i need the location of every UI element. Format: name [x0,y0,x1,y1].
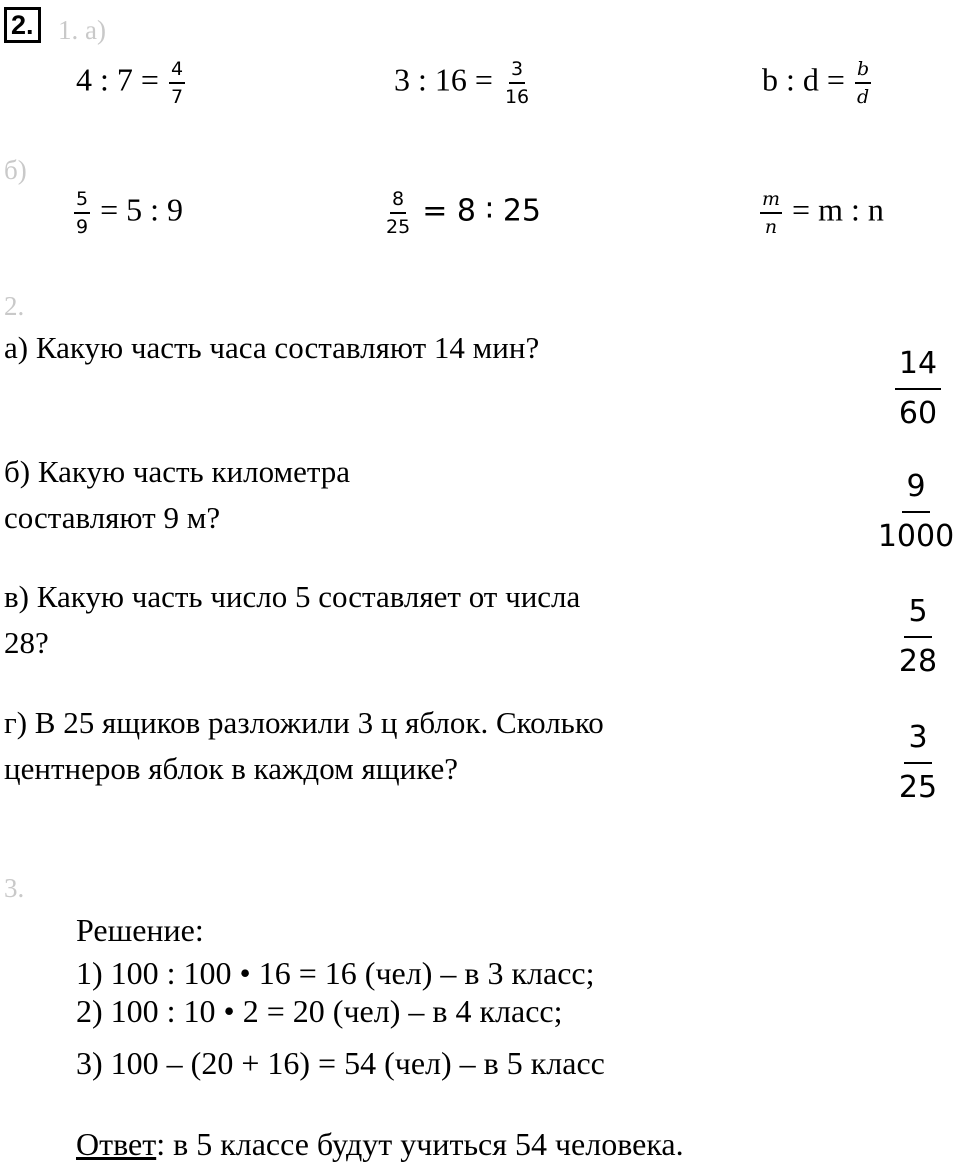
part1b-label: б) [4,155,27,185]
answer-fraction-d [878,718,958,808]
answer-fraction-b [874,467,958,557]
answer-label: Ответ [76,1126,157,1162]
numerator: b [855,58,871,84]
ratio-expression: = m : n [792,191,884,228]
ratio-expression: 3 : 16 = [394,61,493,98]
numerator: 5 [74,188,90,214]
denominator: 28 [898,644,938,679]
ratio-expression: 4 : 7 = [76,61,159,98]
fraction [384,188,412,238]
numerator: 3 [509,58,525,84]
numerator: 3 [904,718,931,764]
numerator: m [760,188,782,214]
question-b: б) Какую часть километра составляют 9 м? [4,454,351,535]
numerator: 14 [895,344,941,390]
ratio-row-b-item-2 [382,188,541,238]
denominator: 7 [170,86,184,108]
answer-fraction-a [878,344,958,434]
question-a: а) Какую часть часа составляют 14 мин? [4,330,540,365]
ratio-expression: = 8 ∶ 25 [422,193,542,229]
numerator: 8 [390,188,406,214]
denominator: 25 [386,216,411,238]
denominator: 16 [504,86,530,108]
numerator: 5 [904,592,931,638]
denominator: 1000 [877,519,955,554]
ratio-expression: = 5 : 9 [100,191,184,228]
ratio-row-a-item-3 [762,58,873,108]
denominator: 9 [76,216,89,238]
question-c: в) Какую часть число 5 составляет от числа 28? [4,579,581,660]
part1a-label: 1. а) [58,15,106,45]
answer-line [76,1126,684,1162]
task-number-badge: 2. [4,7,41,43]
numerator: 9 [902,467,929,513]
fraction [74,188,90,238]
fraction [169,58,185,108]
denominator: d [856,86,870,108]
solution-step-1: 1) 100 : 100 • 16 = 16 (чел) – в 3 класс; [76,955,595,991]
solution-step-3: 3) 100 – (20 + 16) = 54 (чел) – в 5 класс [76,1045,605,1081]
ratio-expression: b : d = [762,61,845,98]
fraction [760,188,782,238]
solution-title: Решение: [76,912,204,948]
fraction [855,58,871,108]
answer-text: : в 5 классе будут учиться 54 человека. [156,1126,684,1162]
denominator: 25 [898,770,938,805]
solution-step-2: 2) 100 : 10 • 2 = 20 (чел) – в 4 класс; [76,993,563,1029]
part3-label: 3. [4,873,25,903]
ratio-row-a-item-1 [76,58,187,108]
answer-fraction-c [878,592,958,682]
ratio-row-b-item-1 [72,188,183,238]
question-d: г) В 25 ящиков разложили 3 ц яблок. Сколько центнеров яблок в каждом ящике? [4,705,604,786]
part2-label: 2. [4,291,25,321]
numerator: 4 [169,58,185,84]
ratio-row-a-item-2 [394,58,533,108]
ratio-row-b-item-3 [758,188,884,238]
denominator: n [764,216,778,238]
fraction [503,58,531,108]
denominator: 60 [898,396,938,431]
